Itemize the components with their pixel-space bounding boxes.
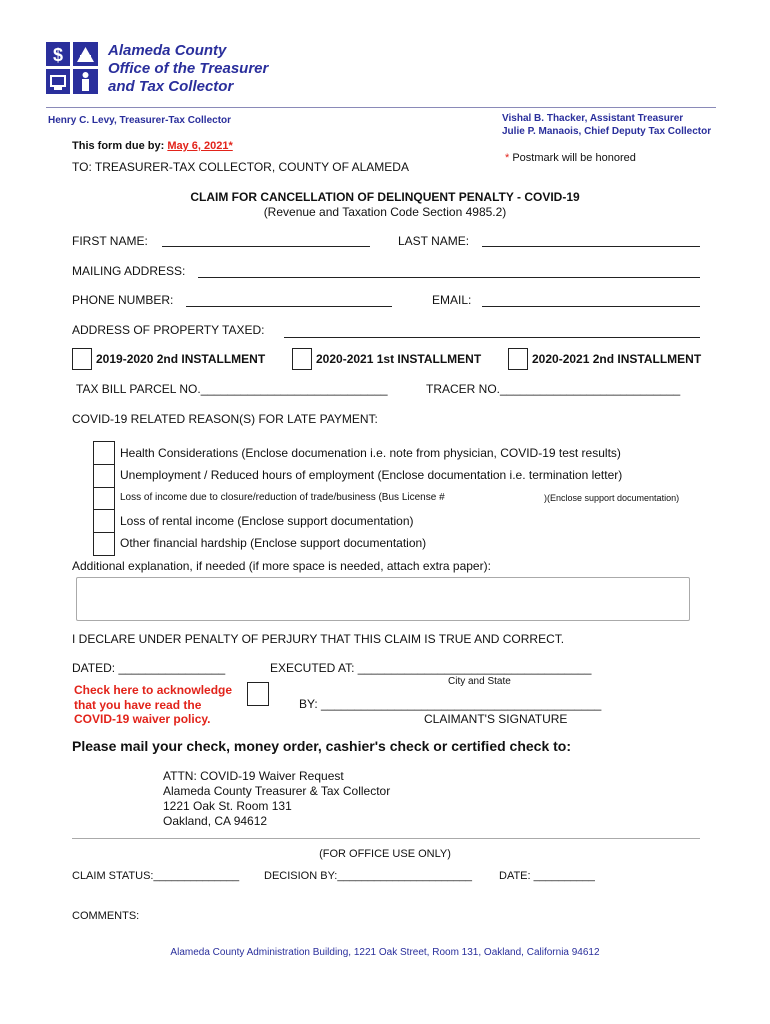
claim-status-field[interactable]: CLAIM STATUS:______________ [72,870,240,882]
phone-label: PHONE NUMBER: [72,293,174,307]
property-address-label: ADDRESS OF PROPERTY TAXED: [72,323,265,337]
acknowledge-line1: Check here to acknowledge [74,683,233,697]
reason-rental-label: Loss of rental income (Enclose support documentation) [120,514,414,528]
reason-business-label: Loss of income due to closure/reduction of trade/business (Bus License # [120,492,445,503]
phone-input[interactable] [186,306,392,307]
installment-2-label: 2020-2021 1st INSTALLMENT [316,352,482,366]
acknowledge-checkbox[interactable] [247,682,269,706]
reason-health-checkbox[interactable] [93,441,115,465]
mailing-address-input[interactable] [198,277,700,278]
tax-bill-parcel-field[interactable]: TAX BILL PARCEL NO.____________________________ [76,382,388,396]
executed-at-field[interactable]: EXECUTED AT: ___________________________________ [270,661,592,675]
mail-city: Oakland, CA 94612 [163,814,268,828]
installment-3-label: 2020-2021 2nd INSTALLMENT [532,352,702,366]
chief-deputy: Julie P. Manaois, Chief Deputy Tax Collector [502,126,712,137]
mailing-address-label: MAILING ADDRESS: [72,264,186,278]
office-date-field[interactable]: DATE: __________ [499,870,595,882]
additional-explanation-label: Additional explanation, if needed (if more space is needed, attach extra paper): [72,559,491,573]
acknowledge-line3: COVID-19 waiver policy. [74,712,211,726]
comments-label: COMMENTS: [72,910,140,922]
email-input[interactable] [482,306,700,307]
claimant-signature-caption: CLAIMANT'S SIGNATURE [424,712,568,726]
reason-health-label: Health Considerations (Enclose documenation i.e. note from physician, COVID-19 test results) [120,446,621,460]
decision-by-field[interactable]: DECISION BY:______________________ [264,870,472,882]
mail-street: 1221 Oak St. Room 131 [163,799,292,813]
installment-3-checkbox[interactable] [508,348,528,370]
office-use-rule [72,838,700,839]
last-name-input[interactable] [482,246,700,247]
assistant-treasurer: Vishal B. Thacker, Assistant Treasurer [502,113,684,124]
email-label: EMAIL: [432,293,472,307]
to-line: TO: TREASURER-TAX COLLECTOR, COUNTY OF ALAMEDA [72,160,409,174]
mail-heading: Please mail your check, money order, cashier's check or certified check to: [72,738,572,754]
due-date: May 6, 2021* [167,140,233,152]
installment-1-checkbox[interactable] [72,348,92,370]
tracer-number-field[interactable]: TRACER NO.___________________________ [426,382,681,396]
reason-unemployment-label: Unemployment / Reduced hours of employment (Enclose documentation i.e. termination letter) [120,468,623,482]
reason-business-suffix: )(Enclose support documentation) [544,493,680,503]
reason-unemployment-checkbox[interactable] [93,464,115,488]
reason-business-checkbox[interactable] [93,487,115,511]
property-address-input[interactable] [284,337,700,338]
acknowledge-line2: that you have read the [74,697,202,712]
installment-1-label: 2019-2020 2nd INSTALLMENT [96,352,266,366]
additional-explanation-textarea[interactable] [76,577,690,621]
dated-field[interactable]: DATED: ________________ [72,661,226,675]
header-rule [46,107,716,108]
signature-by-field[interactable]: BY: __________________________________________ [299,697,602,711]
installment-2-checkbox[interactable] [292,348,312,370]
treasurer-name: Henry C. Levy, Treasurer-Tax Collector [48,115,232,126]
city-state-caption: City and State [448,676,511,687]
postmark-star: * [505,152,510,164]
reasons-heading: COVID-19 RELATED REASON(S) FOR LATE PAYMENT: [72,412,378,426]
due-label: This form due by: [72,140,165,152]
svg-text:$: $ [52,45,64,65]
org-name-line3: and Tax Collector [108,78,234,95]
first-name-label: FIRST NAME: [72,234,148,248]
county-logo [46,42,98,94]
first-name-input[interactable] [162,246,370,247]
mail-attn: ATTN: COVID-19 Waiver Request [163,769,344,783]
form-subtitle: (Revenue and Taxation Code Section 4985.2) [263,205,507,219]
mail-office: Alameda County Treasurer & Tax Collector [163,784,391,798]
postmark-note: Postmark will be honored [512,152,636,164]
reason-other-label: Other financial hardship (Enclose support documentation) [120,536,427,550]
form-title: CLAIM FOR CANCELLATION OF DELINQUENT PENALTY - COVID-19 [190,190,580,204]
org-name-line2: Office of the Treasurer [108,60,269,77]
org-name-line1: Alameda County [108,42,227,59]
footer-address: Alameda County Administration Building, 1221 Oak Street, Room 131, Oakland, California 94612 [170,947,600,958]
reason-rental-checkbox[interactable] [93,509,115,533]
office-use-heading: (FOR OFFICE USE ONLY) [319,848,451,860]
declaration-text: I DECLARE UNDER PENALTY OF PERJURY THAT THIS CLAIM IS TRUE AND CORRECT. [72,632,565,646]
last-name-label: LAST NAME: [398,234,470,248]
reason-other-checkbox[interactable] [93,532,115,556]
